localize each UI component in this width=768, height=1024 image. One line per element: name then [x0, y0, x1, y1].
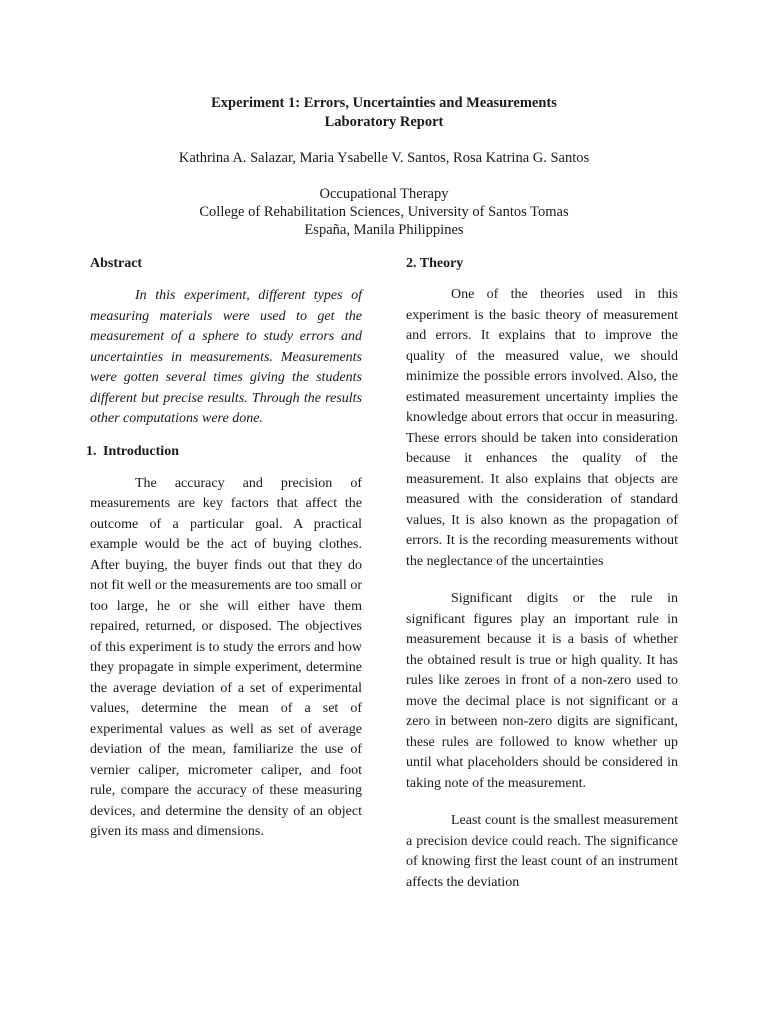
abstract-heading: Abstract	[90, 256, 143, 271]
affiliation-location: España, Manila Philippines	[304, 222, 464, 238]
abstract-text: In this experiment, different types of measuring materials were used to get the measurement of a sphere to study errors and uncertainties in measurements. Measurements were gotten several times giving the students different but precise results. Through the results other computations were done.	[90, 288, 362, 426]
affiliation-college: College of Rehabilitation Sciences, University of Santos Tomas	[199, 204, 569, 220]
report-title: Experiment 1: Errors, Uncertainties and Measurements	[211, 95, 557, 111]
right-column	[406, 254, 678, 893]
theory-paragraph-2: Significant digits or the rule in significant figures play an important rule in measurement because it is a basis of whether the obtained result is true or high quality. It has rules like zeroes in front of a non-zero used to move the decimal place is not significant or a zero in between non-zero digits are significant, these rules are followed to know whether up until what placeholders should be considered in taking note of the measurement.	[406, 591, 678, 791]
affiliation-block	[0, 185, 768, 239]
theory-paragraph-3: Least count is the smallest measurement a precision device could reach. The significance of knowing first the least count of an instrument affects the deviation	[406, 813, 678, 890]
introduction-number: 1.	[86, 443, 97, 459]
introduction-heading-label: Introduction	[103, 443, 179, 459]
author-list: Kathrina A. Salazar, Maria Ysabelle V. Santos, Rosa Katrina G. Santos	[178, 150, 590, 166]
affiliation-program: Occupational Therapy	[319, 186, 449, 202]
report-subtitle: Laboratory Report	[324, 114, 444, 130]
report-header	[0, 94, 768, 239]
introduction-text: The accuracy and precision of measurements are key factors that affect the outcome of a particular goal. A practical example would be the act of buying clothes. After buying, the buyer finds out that they do not fit well or the measurements are too small or too large, he or she will either have them repaired, returned, or disposed. The objectives of this experiment is to study the errors and how they propagate in simple experiment, determine the average deviation of a set of experimental values, determine the mean of a set of experimental values as well as set of average deviation of the mean, familiarize the use of vernier caliper, micrometer caliper, and foot rule, compare the accuracy of these measuring devices, and determine the density of an object given its mass and dimensions.	[90, 475, 362, 839]
theory-heading: 2. Theory	[406, 256, 464, 271]
left-column	[86, 254, 362, 843]
introduction-heading	[86, 442, 362, 462]
theory-paragraph-1: One of the theories used in this experiment is the basic theory of measurement and errors. It explains that to improve the quality of the measured value, we should minimize the possible errors involved. Also, the estimated measurement uncertainty implies the knowledge about errors that occur in measuring. These errors should be taken into consideration because it enhances the quality of the measurement. It also explains that objects are measured with the consideration of standard values, It is also known as the propagation of errors. It is the recording measurements without the neglectance of the uncertainties	[406, 287, 678, 569]
